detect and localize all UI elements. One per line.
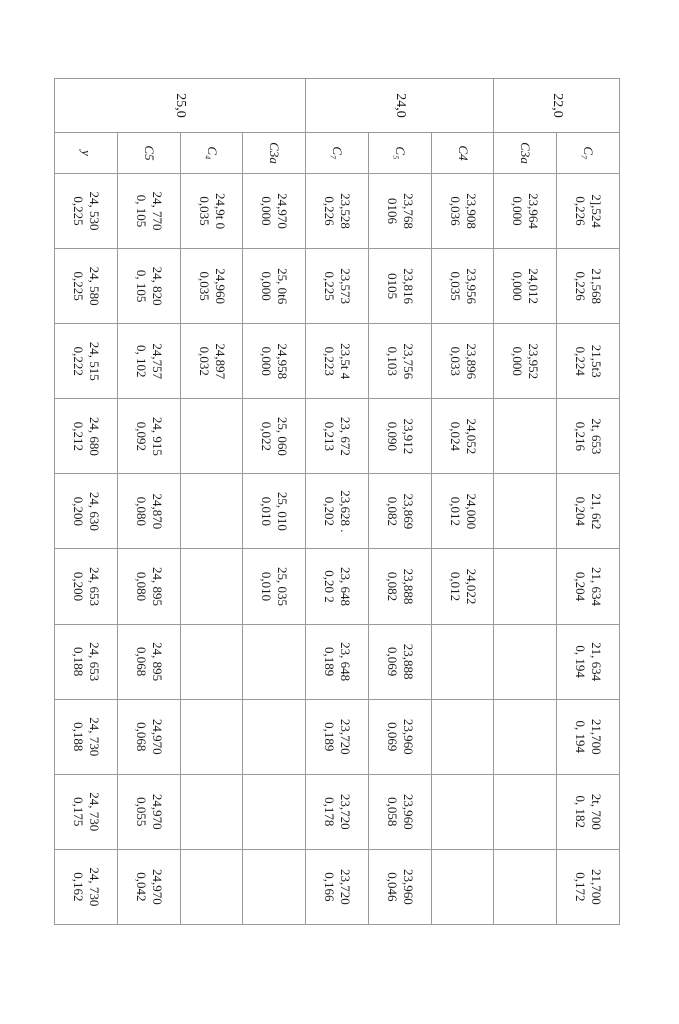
data-cell — [117, 549, 180, 624]
data-cell — [368, 324, 431, 399]
cell-value-secondary: 0,226 — [573, 271, 589, 301]
cell-value-primary: 23,5t 4 — [338, 343, 354, 380]
cell-value-primary: 24, 770 — [149, 191, 165, 231]
data-cell — [117, 849, 180, 924]
cell-value-secondary: 0,046 — [384, 872, 400, 902]
table-row — [306, 79, 369, 925]
data-cell — [180, 249, 243, 324]
cell-value-secondary: 0,012 — [447, 496, 463, 527]
cell-value-primary: 24,870 — [149, 493, 165, 530]
cell-value-secondary: 0,189 — [322, 646, 338, 677]
data-cell — [557, 399, 620, 474]
component-label — [368, 133, 431, 174]
data-cell — [55, 174, 118, 249]
data-cell — [494, 249, 557, 324]
cell-value-primary: 24, 653 — [87, 642, 102, 682]
cell-value-secondary: 0,175 — [71, 797, 86, 827]
cell-value-primary: 24, 730 — [87, 717, 102, 757]
data-cell — [55, 699, 118, 774]
cell-value-secondary: 0,069 — [384, 646, 400, 677]
data-cell — [55, 849, 118, 924]
component-label-text: C4 — [455, 145, 471, 161]
component-label — [55, 133, 118, 174]
temperature-value: 22,0 — [549, 93, 565, 118]
empty-cell — [243, 624, 306, 699]
cell-value-secondary: 0,178 — [322, 797, 338, 827]
cell-value-secondary: 0,000 — [259, 271, 275, 301]
data-cell — [557, 474, 620, 549]
cell-value-secondary: 0,200 — [71, 496, 86, 527]
cell-value-primary: 21, 634 — [589, 567, 605, 607]
empty-cell — [180, 774, 243, 849]
data-cell — [55, 474, 118, 549]
cell-value-secondary: 0,012 — [447, 571, 463, 602]
table-row — [557, 79, 620, 925]
data-cell — [55, 549, 118, 624]
data-cell — [117, 249, 180, 324]
data-cell — [306, 549, 369, 624]
data-cell — [306, 774, 369, 849]
cell-value-secondary: 0,225 — [71, 271, 86, 301]
cell-value-secondary: 0,082 — [384, 496, 400, 527]
data-cell — [557, 549, 620, 624]
cell-value-secondary: 0105 — [384, 273, 400, 300]
cell-value-primary: 24,970 — [149, 793, 165, 830]
data-cell — [368, 249, 431, 324]
component-label-text: C₇ — [581, 146, 597, 160]
table-row — [117, 79, 180, 925]
data-cell — [557, 324, 620, 399]
cell-value-secondary: 0,022 — [259, 421, 275, 451]
table-row — [368, 79, 431, 925]
cell-value-primary: 23,628 . — [338, 490, 354, 533]
data-cell — [368, 474, 431, 549]
cell-value-primary: 24,960 — [212, 268, 228, 305]
data-cell — [55, 249, 118, 324]
empty-cell — [431, 624, 494, 699]
temperature-value: 25,0 — [173, 93, 189, 118]
cell-value-secondary: 0,000 — [510, 346, 526, 376]
empty-cell — [180, 849, 243, 924]
cell-value-primary: 24, 515 — [87, 341, 102, 381]
cell-value-primary: 24,897 — [212, 343, 228, 380]
cell-value-primary: 23,896 — [463, 343, 479, 380]
cell-value-secondary: 0,068 — [133, 722, 149, 752]
cell-value-secondary: 0,033 — [447, 346, 463, 376]
cell-value-secondary: 0,204 — [573, 496, 589, 527]
cell-value-secondary: 0,055 — [133, 797, 149, 827]
component-label — [557, 133, 620, 174]
cell-value-secondary: 0,226 — [573, 196, 589, 226]
cell-value-secondary: 0,000 — [259, 346, 275, 376]
data-table — [54, 78, 620, 925]
cell-value-primary: 2t, 653 — [589, 418, 605, 455]
cell-value-secondary: 0,000 — [259, 196, 275, 226]
cell-value-secondary: 0,213 — [322, 421, 338, 451]
cell-value-secondary: 0,080 — [133, 571, 149, 602]
cell-value-primary: 23, 648 — [338, 642, 354, 682]
data-cell — [243, 324, 306, 399]
temperature-cell — [306, 79, 494, 133]
data-cell — [368, 174, 431, 249]
cell-value-primary: 2t, 700 — [589, 793, 605, 830]
data-cell — [117, 174, 180, 249]
data-cell — [368, 774, 431, 849]
cell-value-secondary: 0,082 — [384, 571, 400, 602]
component-label-text: C5 — [141, 145, 157, 161]
cell-value-primary: 24, 730 — [87, 792, 102, 832]
cell-value-primary: 23,888 — [400, 643, 416, 680]
cell-value-primary: 24,970 — [275, 193, 291, 229]
cell-value-secondary: 0, 102 — [133, 344, 149, 378]
cell-value-secondary: 0,036 — [447, 196, 463, 226]
cell-value-secondary: 0, 105 — [133, 194, 149, 228]
cell-value-secondary: 0,000 — [510, 271, 526, 301]
data-cell — [117, 399, 180, 474]
cell-value-primary: 25, 035 — [275, 567, 291, 607]
cell-value-secondary: 0,042 — [133, 872, 149, 902]
empty-cell — [180, 549, 243, 624]
empty-cell — [494, 549, 557, 624]
cell-value-secondary: 0,024 — [447, 421, 463, 451]
cell-value-primary: 24,022 — [463, 568, 479, 605]
cell-value-secondary: 0,092 — [133, 421, 149, 451]
cell-value-primary: 23,960 — [400, 718, 416, 755]
temperature-value: 24,0 — [392, 93, 408, 118]
cell-value-primary: 23,720 — [338, 718, 354, 755]
data-cell — [431, 324, 494, 399]
cell-value-primary: 23,816 — [400, 268, 416, 305]
data-cell — [243, 174, 306, 249]
component-label-text: C₇ — [330, 146, 346, 160]
data-cell — [494, 174, 557, 249]
cell-value-primary: 24, 680 — [87, 416, 102, 456]
data-cell — [368, 399, 431, 474]
data-cell — [306, 399, 369, 474]
cell-value-primary: 21, 634 — [589, 642, 605, 682]
cell-value-primary: 23,952 — [526, 343, 542, 380]
cell-value-secondary: 0,068 — [133, 646, 149, 677]
data-cell — [557, 174, 620, 249]
table-row — [494, 79, 557, 925]
cell-value-primary: 24, 530 — [87, 191, 102, 231]
component-label — [243, 133, 306, 174]
cell-value-secondary: 0, 194 — [573, 645, 589, 678]
data-cell — [55, 774, 118, 849]
cell-value-primary: 24, 820 — [149, 266, 165, 306]
data-cell — [117, 624, 180, 699]
cell-value-secondary: 0,035 — [196, 271, 212, 301]
rotated-table-wrapper — [55, 78, 620, 925]
cell-value-secondary: 0, 194 — [573, 720, 589, 753]
cell-value-primary: 24,052 — [463, 418, 479, 455]
cell-value-secondary: 0,204 — [573, 571, 589, 602]
component-label — [431, 133, 494, 174]
component-label-text: y — [79, 150, 94, 156]
cell-value-secondary: 0,162 — [71, 872, 86, 902]
temperature-cell — [55, 79, 306, 133]
cell-value-secondary: 0,225 — [322, 271, 338, 301]
cell-value-secondary: 0,202 — [322, 496, 338, 527]
table-row — [431, 79, 494, 925]
cell-value-primary: 24,757 — [149, 343, 165, 380]
data-cell — [494, 324, 557, 399]
cell-value-primary: 23,720 — [338, 869, 354, 905]
empty-cell — [494, 774, 557, 849]
cell-value-primary: 23,573 — [338, 268, 354, 305]
cell-value-primary: 23,964 — [526, 193, 542, 229]
empty-cell — [431, 849, 494, 924]
data-cell — [368, 849, 431, 924]
data-cell — [368, 699, 431, 774]
empty-cell — [431, 774, 494, 849]
cell-value-secondary: 0,188 — [71, 722, 86, 752]
component-label — [306, 133, 369, 174]
data-cell — [55, 324, 118, 399]
empty-cell — [494, 399, 557, 474]
data-cell — [243, 474, 306, 549]
cell-value-primary: 24,970 — [149, 869, 165, 905]
cell-value-primary: 24, 730 — [87, 867, 102, 907]
cell-value-secondary: 0,224 — [573, 346, 589, 376]
empty-cell — [180, 474, 243, 549]
cell-value-primary: 25, 0t6 — [275, 268, 291, 305]
empty-cell — [243, 849, 306, 924]
cell-value-primary: 23,720 — [338, 793, 354, 830]
cell-value-secondary: 0,166 — [322, 872, 338, 902]
cell-value-primary: 24,000 — [463, 493, 479, 530]
cell-value-primary: 23,888 — [400, 568, 416, 605]
cell-value-primary: 21,700 — [589, 869, 605, 905]
cell-value-primary: 23,768 — [400, 193, 416, 229]
cell-value-primary: 21,568 — [589, 268, 605, 305]
cell-value-secondary: 0,226 — [322, 196, 338, 226]
data-cell — [306, 324, 369, 399]
data-cell — [306, 174, 369, 249]
cell-value-primary: 23, 648 — [338, 567, 354, 607]
temperature-cell — [494, 79, 620, 133]
data-cell — [306, 849, 369, 924]
table-row — [55, 79, 118, 925]
cell-value-secondary: 0,035 — [447, 271, 463, 301]
cell-value-primary: 25, 060 — [275, 416, 291, 456]
cell-value-secondary: 0,216 — [573, 421, 589, 451]
data-cell — [368, 624, 431, 699]
cell-value-primary: 23,956 — [463, 268, 479, 305]
cell-value-primary: 24, 580 — [87, 266, 102, 306]
data-cell — [243, 249, 306, 324]
data-cell — [306, 474, 369, 549]
data-cell — [55, 399, 118, 474]
cell-value-secondary: 0,103 — [384, 346, 400, 376]
component-label-text: C₅ — [392, 146, 408, 160]
empty-cell — [180, 399, 243, 474]
cell-value-secondary: 0,172 — [573, 872, 589, 902]
cell-value-secondary: 0,212 — [71, 421, 86, 451]
cell-value-primary: 21, 6t2 — [589, 493, 605, 530]
cell-value-secondary: 0,035 — [196, 196, 212, 226]
data-cell — [557, 849, 620, 924]
data-cell — [306, 699, 369, 774]
cell-value-primary: 23, 672 — [338, 416, 354, 456]
cell-value-secondary: 0,222 — [71, 346, 86, 376]
data-cell — [431, 249, 494, 324]
empty-cell — [494, 474, 557, 549]
cell-value-secondary: 0,080 — [133, 496, 149, 527]
table-row — [180, 79, 243, 925]
cell-value-primary: 23,528 — [338, 193, 354, 229]
table-row — [243, 79, 306, 925]
cell-value-primary: 24,970 — [149, 718, 165, 755]
cell-value-primary: 24, 653 — [87, 567, 102, 607]
data-cell — [431, 474, 494, 549]
data-cell — [557, 699, 620, 774]
cell-value-secondary: 0,090 — [384, 421, 400, 451]
cell-value-primary: 21,700 — [589, 718, 605, 755]
cell-value-secondary: 0, 105 — [133, 269, 149, 303]
cell-value-secondary: 0,225 — [71, 196, 86, 226]
cell-value-secondary: 0,010 — [259, 496, 275, 527]
empty-cell — [431, 699, 494, 774]
cell-value-primary: 24, 895 — [149, 642, 165, 682]
data-cell — [557, 249, 620, 324]
data-cell — [117, 774, 180, 849]
data-cell — [368, 549, 431, 624]
data-cell — [180, 174, 243, 249]
cell-value-secondary: 0,189 — [322, 722, 338, 752]
cell-value-primary: 23,912 — [400, 418, 416, 455]
data-cell — [557, 624, 620, 699]
cell-value-primary: 23,756 — [400, 343, 416, 380]
empty-cell — [494, 699, 557, 774]
empty-cell — [494, 624, 557, 699]
cell-value-primary: 24, 915 — [149, 416, 165, 456]
component-label-text: C3a — [267, 142, 283, 164]
cell-value-primary: 24,012 — [526, 268, 542, 305]
empty-cell — [180, 699, 243, 774]
cell-value-primary: 23,908 — [463, 193, 479, 229]
cell-value-secondary: 0,223 — [322, 346, 338, 376]
cell-value-primary: 23,960 — [400, 793, 416, 830]
data-cell — [55, 624, 118, 699]
empty-cell — [243, 774, 306, 849]
data-cell — [180, 324, 243, 399]
component-label-text: C3a — [518, 142, 534, 164]
component-label-text: C₄ — [204, 146, 220, 160]
data-cell — [243, 549, 306, 624]
cell-value-secondary: 0,069 — [384, 722, 400, 752]
cell-value-secondary: 0,20 2 — [322, 570, 338, 603]
data-cell — [431, 399, 494, 474]
cell-value-primary: 24,9t 0 — [212, 192, 228, 230]
cell-value-secondary: 0,010 — [259, 571, 275, 602]
cell-value-primary: 21,5t3 — [589, 344, 605, 378]
data-cell — [306, 624, 369, 699]
data-cell — [306, 249, 369, 324]
cell-value-primary: 2],524 — [589, 194, 605, 228]
cell-value-secondary: 0, 182 — [573, 795, 589, 829]
cell-value-secondary: 0,188 — [71, 646, 86, 677]
cell-value-secondary: 0,032 — [196, 346, 212, 376]
empty-cell — [494, 849, 557, 924]
cell-value-secondary: 0,000 — [510, 196, 526, 226]
data-cell — [117, 474, 180, 549]
component-label — [180, 133, 243, 174]
cell-value-primary: 23,869 — [400, 493, 416, 530]
component-label — [117, 133, 180, 174]
cell-value-primary: 25, 010 — [275, 491, 291, 531]
cell-value-primary: 24, 630 — [87, 491, 102, 531]
component-label — [494, 133, 557, 174]
empty-cell — [243, 699, 306, 774]
data-cell — [117, 324, 180, 399]
cell-value-primary: 23,960 — [400, 869, 416, 905]
data-cell — [431, 549, 494, 624]
cell-value-primary: 24,958 — [275, 343, 291, 380]
cell-value-primary: 24, 895 — [149, 567, 165, 607]
cell-value-secondary: 0,200 — [71, 571, 86, 602]
data-cell — [117, 699, 180, 774]
cell-value-secondary: 0106 — [384, 198, 400, 225]
cell-value-secondary: 0,058 — [384, 797, 400, 827]
empty-cell — [180, 624, 243, 699]
data-cell — [243, 399, 306, 474]
data-cell — [557, 774, 620, 849]
data-cell — [431, 174, 494, 249]
